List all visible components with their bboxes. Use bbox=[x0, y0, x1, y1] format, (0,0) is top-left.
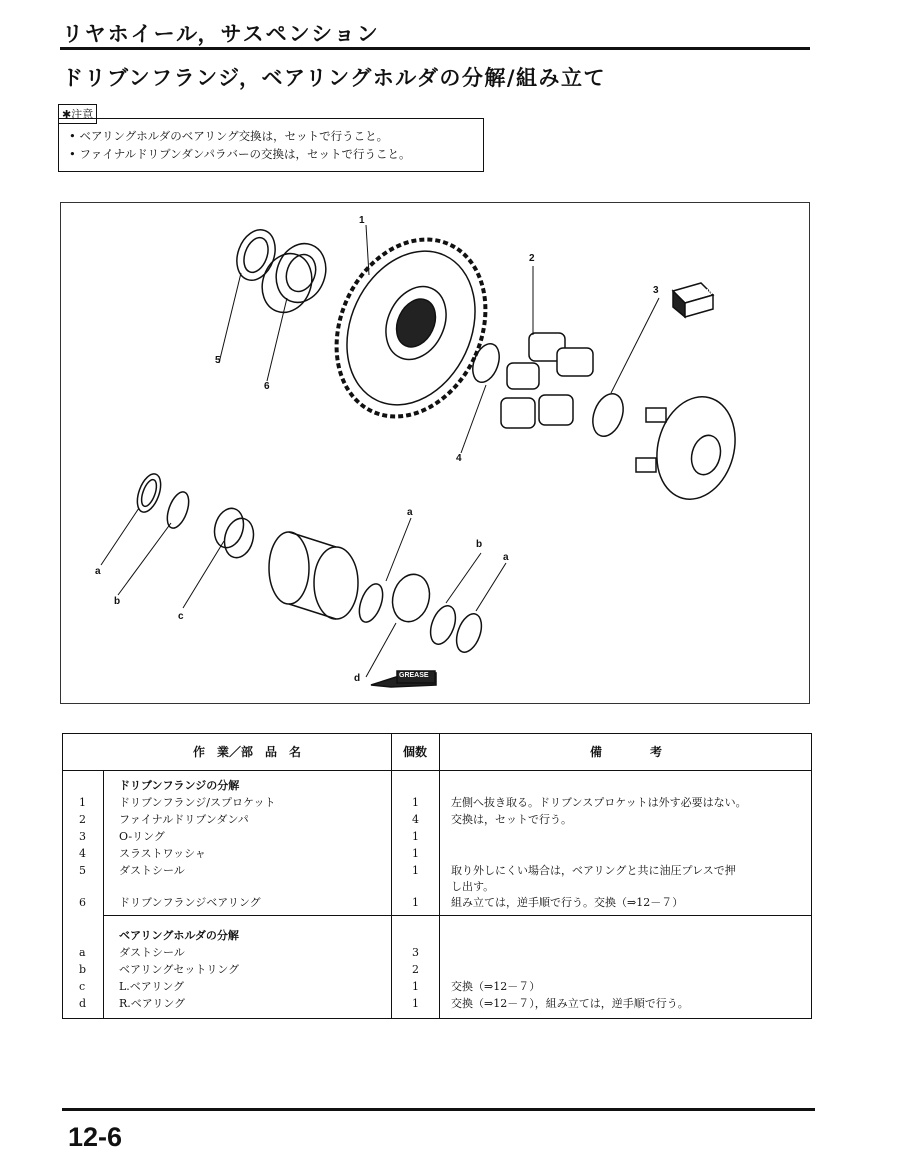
row-name: ダストシール bbox=[119, 864, 185, 877]
table-divider bbox=[103, 915, 811, 916]
driven-sprocket bbox=[309, 215, 514, 441]
callout-d: d bbox=[354, 673, 361, 684]
bearing-holder bbox=[636, 388, 746, 508]
header-qty: 個数 bbox=[402, 745, 427, 759]
group-title: ベアリングホルダの分解 bbox=[119, 929, 239, 942]
page-heading: ドリブンフランジ，ベアリングホルダの分解/組み立て bbox=[62, 66, 607, 90]
row-number: a bbox=[79, 946, 86, 959]
row-number: 4 bbox=[79, 847, 86, 860]
row-qty: 4 bbox=[412, 813, 419, 826]
callout-3: 3 bbox=[653, 285, 659, 296]
group-title: ドリブンフランジの分解 bbox=[119, 779, 240, 792]
callout-c: c bbox=[178, 611, 184, 622]
row-qty: 1 bbox=[412, 997, 419, 1010]
table-divider bbox=[63, 770, 811, 771]
row-qty: 1 bbox=[412, 980, 419, 993]
diagram-drawing bbox=[61, 203, 811, 705]
page-number: 12-6 bbox=[68, 1122, 123, 1152]
row-qty: 1 bbox=[412, 796, 419, 809]
row-remark: 交換は，セットで行う。 bbox=[451, 813, 572, 826]
lower-seals-a-b bbox=[133, 471, 193, 531]
row-name: ドリブンフランジ/スプロケット bbox=[119, 796, 276, 809]
row-name: スラストワッシャ bbox=[119, 847, 206, 860]
row-number: c bbox=[79, 980, 86, 993]
section-title: リヤホイール，サスペンション bbox=[62, 22, 380, 46]
lower-right-parts bbox=[355, 570, 486, 655]
header-operation: 作 業／部 品 名 bbox=[192, 745, 301, 759]
row-qty: 1 bbox=[412, 864, 419, 877]
row-remark: 交換（⇒12－７） bbox=[451, 980, 541, 993]
parts-table bbox=[62, 733, 812, 1019]
row-name: O-リング bbox=[119, 830, 165, 843]
caution-box bbox=[58, 118, 484, 172]
final-driven-dampers-2 bbox=[501, 333, 593, 428]
row-remark: 取り外しにくい場合は，ベアリングと共に油圧プレスで押 bbox=[451, 864, 736, 877]
callout-2: 2 bbox=[529, 253, 535, 264]
callout-b: b bbox=[476, 539, 483, 550]
row-number: 5 bbox=[79, 864, 86, 877]
row-remark: し出す。 bbox=[451, 880, 495, 893]
o-ring-3 bbox=[587, 390, 628, 441]
caution-item: • ベアリングホルダのベアリング交換は，セットで行うこと。 bbox=[69, 127, 473, 145]
row-name: ダストシール bbox=[119, 946, 185, 959]
caution-star-icon: ✱ bbox=[62, 108, 72, 121]
bearing-6 bbox=[254, 237, 334, 320]
row-number: b bbox=[79, 963, 87, 976]
row-qty: 3 bbox=[412, 946, 419, 959]
footer-rule bbox=[62, 1108, 815, 1111]
row-remark: 交換（⇒12－７），組み立ては，逆手順で行う。 bbox=[451, 997, 689, 1010]
row-number: 1 bbox=[79, 796, 86, 809]
dust-seal-5 bbox=[230, 224, 282, 285]
row-name: L.ベアリング bbox=[119, 980, 185, 993]
table-divider bbox=[439, 734, 440, 1018]
new-badge-label: NEW bbox=[697, 289, 714, 296]
callout-a: a bbox=[407, 507, 413, 518]
callout-5: 5 bbox=[215, 355, 221, 366]
exploded-diagram bbox=[60, 202, 810, 704]
table-divider bbox=[391, 734, 392, 1018]
table-divider bbox=[103, 770, 104, 1018]
row-number: 6 bbox=[79, 896, 86, 909]
caution-item: • ファイナルドリブンダンパラバーの交換は，セットで行うこと。 bbox=[69, 145, 473, 163]
row-remark: 左側へ抜き取る。ドリブンスプロケットは外す必要はない。 bbox=[451, 796, 747, 809]
row-name: ベアリングセットリング bbox=[119, 963, 240, 976]
row-name: ドリブンフランジベアリング bbox=[119, 896, 261, 909]
row-qty: 2 bbox=[412, 963, 419, 976]
row-name: ファイナルドリブンダンパ bbox=[119, 813, 249, 826]
row-name: R.ベアリング bbox=[119, 997, 186, 1010]
callout-4: 4 bbox=[456, 453, 462, 464]
thrust-washer-4 bbox=[468, 340, 504, 386]
header-remarks: 備 考 bbox=[589, 745, 662, 759]
hub-cylinder bbox=[269, 532, 358, 619]
header-rule bbox=[60, 47, 810, 50]
callout-a: a bbox=[503, 552, 509, 563]
callout-b: b bbox=[114, 596, 121, 607]
row-qty: 1 bbox=[412, 830, 419, 843]
grease-label: GREASE bbox=[399, 672, 429, 679]
row-number: 2 bbox=[79, 813, 86, 826]
caution-label-text: 注意 bbox=[71, 108, 94, 121]
callout-6: 6 bbox=[264, 381, 270, 392]
row-qty: 1 bbox=[412, 896, 419, 909]
callout-1: 1 bbox=[359, 215, 365, 226]
row-number: d bbox=[79, 997, 87, 1010]
row-remark: 組み立ては，逆手順で行う。交換（⇒12－７） bbox=[451, 896, 684, 909]
row-number: 3 bbox=[79, 830, 86, 843]
callout-a: a bbox=[95, 566, 101, 577]
row-qty: 1 bbox=[412, 847, 419, 860]
